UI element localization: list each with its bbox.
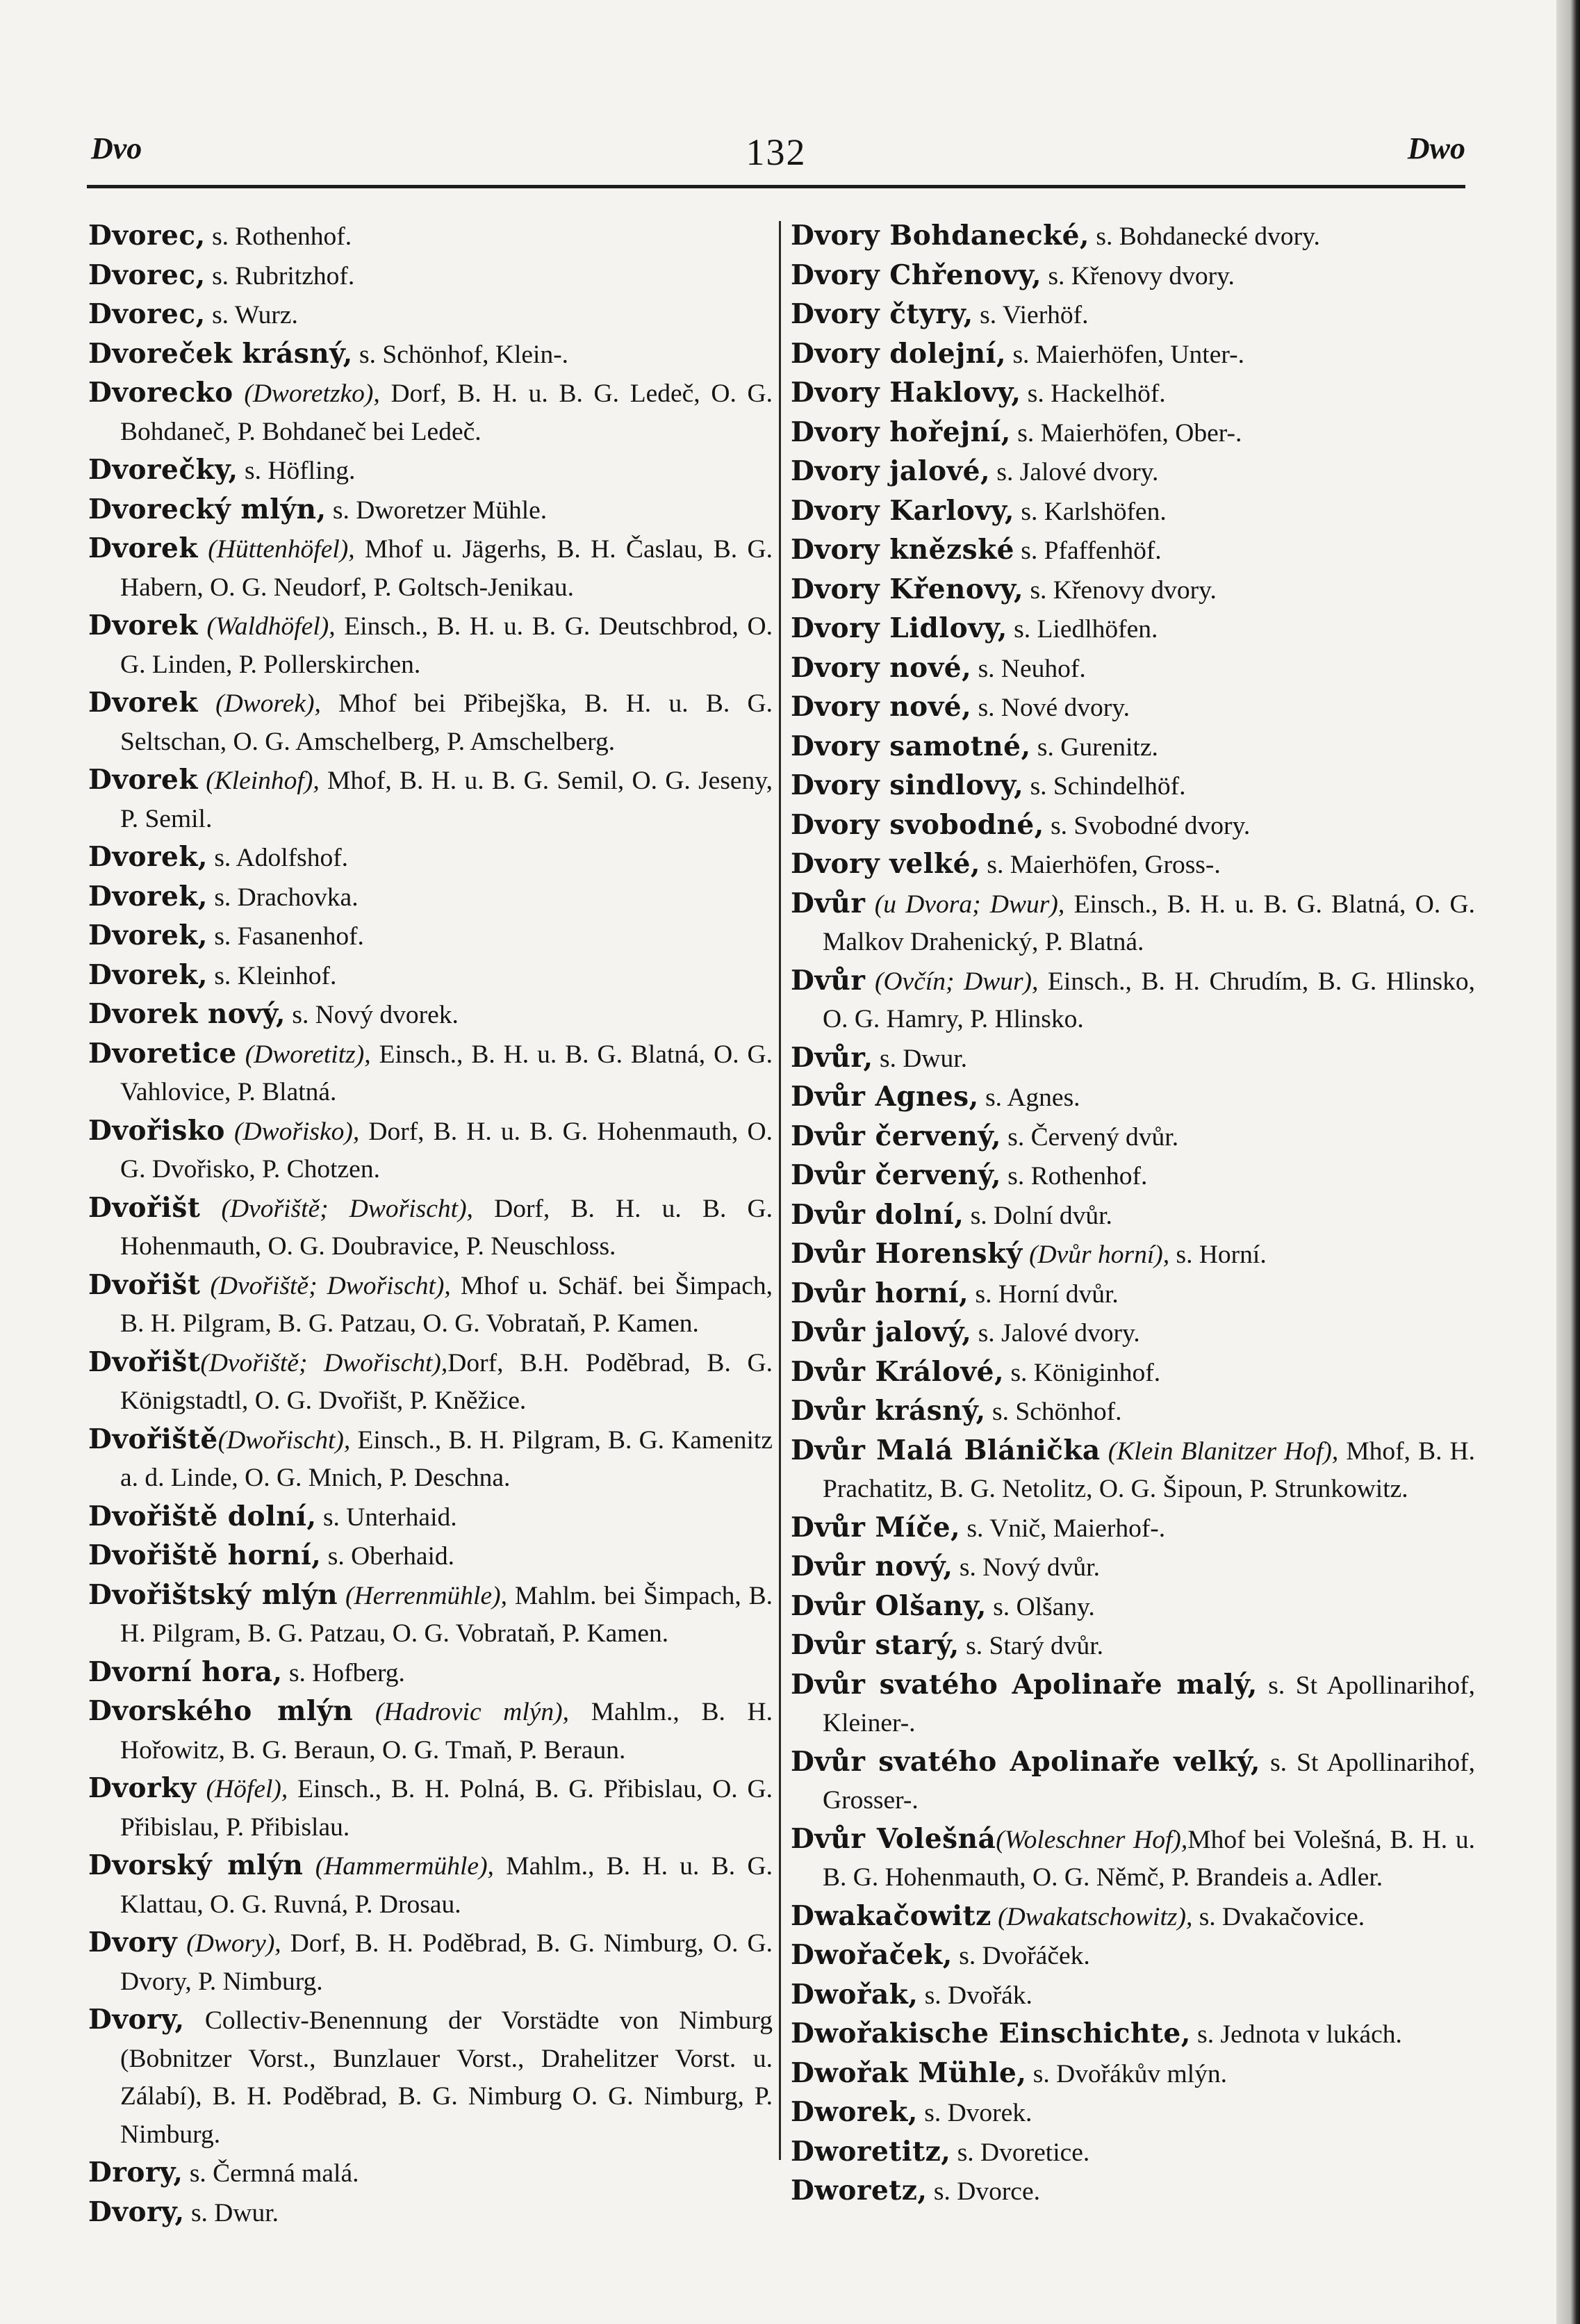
gazetteer-entry xyxy=(791,1196,1475,1236)
entry-headword: Dvůr Malá Blánička xyxy=(791,1434,1101,1466)
entry-headword: Dvoreček krásný, xyxy=(88,337,353,370)
entry-headword: Dworek, xyxy=(791,2096,918,2128)
entry-headword: Dvorní hora, xyxy=(88,1655,283,1688)
entry-description: s. Maierhöfen, Gross-. xyxy=(980,851,1221,879)
gazetteer-entry xyxy=(791,1353,1475,1393)
entry-headword: Dwakačowitz xyxy=(791,1899,991,1932)
gazetteer-entry xyxy=(791,649,1475,689)
entry-headword: Dvůr Králové, xyxy=(791,1355,1005,1388)
entry-description: s. Maierhöfen, Ober-. xyxy=(1010,418,1242,448)
entry-headword: Dvořišt xyxy=(88,1345,201,1378)
gazetteer-entry xyxy=(88,2193,773,2233)
gazetteer-entry xyxy=(88,1498,773,1537)
entry-description: s. Křenovy dvory. xyxy=(1023,575,1217,605)
entry-description: s. Unterhaid. xyxy=(316,1503,457,1532)
entry-variant-name: (Hüttenhöfel), xyxy=(197,535,355,564)
gazetteer-entry xyxy=(88,878,773,917)
entry-description: Mhof bei Volešná, B. H. u. B. G. Hohenmauth, O. G. Němč, P. Brandeis a. Adler. xyxy=(823,1825,1476,1892)
gazetteer-entry xyxy=(88,838,773,878)
entry-headword: Dvorek xyxy=(88,609,198,641)
entry-variant-name: (Dvůr horní), xyxy=(1022,1241,1170,1269)
gazetteer-entry xyxy=(88,374,773,451)
entry-description: s. Dvorce. xyxy=(927,2177,1040,2206)
entry-headword: Dvory samotné, xyxy=(791,730,1031,762)
entry-description: s. Olšany. xyxy=(986,1592,1095,1621)
gazetteer-entry xyxy=(88,1924,773,2001)
entry-headword: Dvůr xyxy=(791,887,866,919)
entry-variant-name: (Dvořiště; Dwořischt), xyxy=(200,1348,448,1377)
entry-headword: Dvorecko xyxy=(88,377,233,409)
gazetteer-entry xyxy=(88,451,773,491)
entry-description: Mhof, B. H. u. B. G. Semil, O. G. Jeseny, P. Semil. xyxy=(120,767,773,833)
entry-description: s. Dvoretice. xyxy=(951,2138,1090,2167)
entry-variant-name: (Dvořiště; Dwořischt), xyxy=(200,1271,451,1300)
entry-description: s. Oberhaid. xyxy=(321,1542,455,1571)
entry-headword: Dvořišt xyxy=(88,1268,201,1301)
gazetteer-entry xyxy=(791,1432,1475,1509)
entry-headword: Dvory xyxy=(88,1926,178,1958)
gazetteer-entry xyxy=(88,761,773,838)
gazetteer-entry xyxy=(791,962,1475,1039)
column-divider xyxy=(779,221,781,2160)
gazetteer-entry xyxy=(88,491,773,530)
entry-variant-name: (Herrenmühle), xyxy=(338,1581,507,1610)
gazetteer-entry xyxy=(791,335,1475,375)
entry-description: Mhof u. Schäf. bei Šimpach, B. H. Pilgram, B. G. Patzau, O. G. Vobrataň, P. Kamen. xyxy=(120,1271,773,1338)
entry-description: s. St Apollinarihof, Kleiner-. xyxy=(823,1671,1475,1737)
entry-headword: Dvory nové, xyxy=(791,651,972,684)
entry-variant-name: (Waldhöfel), xyxy=(197,612,336,641)
entry-headword: Dvory nové, xyxy=(791,691,972,723)
entry-description: s. Nové dvory. xyxy=(971,694,1130,722)
entry-headword: Dvůr červený, xyxy=(791,1120,1001,1152)
entry-headword: Dvůr Olšany, xyxy=(791,1589,987,1622)
entry-headword: Dvorek, xyxy=(88,958,208,991)
header-right-guide-word: Dwo xyxy=(1407,131,1465,165)
gazetteer-entry xyxy=(791,1314,1475,1353)
entry-description: s. Karlshöfen. xyxy=(1014,497,1167,526)
entry-headword: Dvory svobodné, xyxy=(791,808,1044,841)
entry-description: s. Dolní dvůr. xyxy=(964,1201,1112,1230)
entry-headword: Dvorského mlýn xyxy=(88,1695,354,1727)
entry-variant-name: (Ovčín; Dwur), xyxy=(865,967,1039,996)
gazetteer-entry xyxy=(88,1035,773,1112)
entry-description: Dorf, B.H. Poděbrad, B. G. Königstadtl, O. G. Dvořišt, P. Kněžice. xyxy=(120,1348,773,1415)
entry-description: Einsch., B. H. Pilgram, B. G. Kamenitz a. d. Linde, O. G. Mnich, P. Deschna. xyxy=(120,1425,773,1492)
gazetteer-entry xyxy=(791,1820,1475,1897)
entry-description: s. Nový dvorek. xyxy=(286,1001,459,1029)
entry-description: Dorf, B. H. u. B. G. Hohenmauth, O. G. Doubravice, P. Neuschloss. xyxy=(120,1194,773,1261)
entry-variant-name: (Dwory), xyxy=(177,1929,281,1958)
entry-headword: Dvůr, xyxy=(791,1041,873,1074)
gazetteer-entry xyxy=(88,2154,773,2193)
running-header xyxy=(87,125,1465,181)
entry-variant-name: (Dworek), xyxy=(197,689,321,718)
entry-description: s. Schönhof, Klein-. xyxy=(352,340,569,369)
entry-headword: Dvory čtyry, xyxy=(791,298,973,330)
entry-description: s. Adolfshof. xyxy=(207,844,349,872)
gazetteer-entry xyxy=(88,256,773,296)
entry-headword: Dvůr Volešná xyxy=(791,1822,996,1855)
entry-description: s. Dvořákův mlýn. xyxy=(1026,2059,1227,2088)
gazetteer-entry xyxy=(88,295,773,335)
entry-description: s. Neuhof. xyxy=(971,654,1086,683)
entry-description: Einsch., B. H. u. B. G. Deutschbrod, O. G. Linden, P. Pollerskirchen. xyxy=(120,612,773,679)
entry-headword: Dvůr nový, xyxy=(791,1550,953,1582)
entry-headword: Dvory Bohdanecké, xyxy=(791,220,1089,252)
entry-headword: Dvůr starý, xyxy=(791,1629,960,1661)
entry-description: Mahlm., B. H. Hořowitz, B. G. Beraun, O. G. Tmaň, P. Beraun. xyxy=(120,1698,773,1765)
entry-headword: Dwořak Mühle, xyxy=(791,2056,1027,2089)
gazetteer-entry xyxy=(791,806,1475,846)
entry-headword: Dvorský mlýn xyxy=(88,1849,304,1881)
header-rule xyxy=(87,185,1465,188)
entry-headword: Dvory velké, xyxy=(791,848,980,880)
gazetteer-entry xyxy=(791,728,1475,767)
gazetteer-entry xyxy=(88,1653,773,1693)
entry-headword: Dvůr Agnes, xyxy=(791,1081,979,1113)
entry-headword: Dvorec, xyxy=(88,259,206,291)
gazetteer-entry xyxy=(88,1576,773,1653)
gazetteer-entry xyxy=(88,1266,773,1343)
entry-headword: Dvůr červený, xyxy=(791,1159,1001,1191)
gazetteer-entry xyxy=(791,688,1475,728)
entry-headword: Dvorek nový, xyxy=(88,998,286,1030)
gazetteer-entry xyxy=(88,1537,773,1576)
entry-description: s. Svobodné dvory. xyxy=(1044,811,1251,840)
entry-description: Dorf, B. H. u. B. G. Ledeč, O. G. Bohdaneč, P. Bohdaneč bei Ledeč. xyxy=(120,379,773,446)
entry-headword: Dvory, xyxy=(88,2004,185,2036)
gazetteer-entry xyxy=(88,1343,773,1421)
gazetteer-entry xyxy=(791,1392,1475,1432)
entry-description: s. Rothenhof. xyxy=(205,222,352,251)
gazetteer-entry xyxy=(791,256,1475,296)
entry-description: s. Dvakačovice. xyxy=(1192,1902,1365,1931)
entry-description: s. Pfaffenhöf. xyxy=(1014,537,1162,565)
entry-variant-name: (Dworetzko), xyxy=(233,379,380,408)
entry-description: s. Hackelhöf. xyxy=(1021,379,1166,408)
entry-description: s. Dvorek. xyxy=(917,2099,1032,2127)
gazetteer-entry xyxy=(791,1626,1475,1666)
entry-variant-name: (Dvořiště; Dwořischt), xyxy=(200,1194,473,1223)
gazetteer-entry xyxy=(88,956,773,996)
entry-headword: Dvořiště horní, xyxy=(88,1539,322,1571)
entry-description: s. Rothenhof. xyxy=(1001,1162,1148,1190)
gazetteer-entry xyxy=(88,917,773,956)
gazetteer-entry xyxy=(88,995,773,1035)
entry-headword: Dvory sindlovy, xyxy=(791,769,1024,801)
entry-variant-name: (Woleschner Hof), xyxy=(996,1825,1188,1854)
entry-description: Collectiv-Benennung der Vorstädte von Nimburg (Bobnitzer Vorst., Bunzlauer Vorst., Drahelitzer Vorst. u. Zálabí), B. H. Poděbrad, B. G. Nimburg O. G. Nimburg, P. Nimburg. xyxy=(120,2006,773,2149)
entry-description: s. Hofberg. xyxy=(282,1658,405,1687)
entry-description: Dorf, B. H. u. B. G. Hohenmauth, O. G. Dvořisko, P. Chotzen. xyxy=(120,1117,773,1184)
entry-description: s. Gurenitz. xyxy=(1030,733,1158,762)
entry-description: s. Wurz. xyxy=(205,301,298,329)
page-number: 132 xyxy=(746,131,807,173)
gazetteer-entry xyxy=(88,530,773,607)
entry-description: s. Drachovka. xyxy=(207,883,359,912)
entry-variant-name: (Hadrovic mlýn), xyxy=(353,1698,570,1726)
entry-variant-name: (Höfel), xyxy=(196,1775,288,1803)
gazetteer-entry xyxy=(791,531,1475,571)
entry-description: s. Dvořáček. xyxy=(952,1942,1090,1970)
entry-headword: Dvorek, xyxy=(88,880,208,913)
gazetteer-entry xyxy=(88,217,773,256)
entry-headword: Dvorek xyxy=(88,532,198,564)
entry-description: s. Vnič, Maierhof-. xyxy=(960,1514,1166,1543)
entry-variant-name: (Dwořischt), xyxy=(217,1425,351,1455)
gazetteer-entry xyxy=(791,2015,1475,2054)
entry-description: Mhof u. Jägerhs, B. H. Časlau, B. G. Habern, O. G. Neudorf, P. Goltsch-Jenikau. xyxy=(120,535,773,602)
entry-headword: Dvory Lidlovy, xyxy=(791,612,1007,644)
gazetteer-entry xyxy=(791,374,1475,414)
entry-description: s. Liedlhöfen. xyxy=(1007,615,1158,644)
gazetteer-entry xyxy=(791,2172,1475,2211)
gazetteer-entry xyxy=(791,1235,1475,1275)
gazetteer-entry xyxy=(791,452,1475,492)
entry-headword: Dworetz, xyxy=(791,2175,928,2207)
entry-description: s. Křenovy dvory. xyxy=(1042,261,1235,290)
gazetteer-entry xyxy=(88,1847,773,1924)
entry-description: Dorf, B. H. Poděbrad, B. G. Nimburg, O. G. Dvory, P. Nimburg. xyxy=(120,1929,773,1996)
gazetteer-entry xyxy=(791,1275,1475,1314)
entry-description: s. Fasanenhof. xyxy=(207,922,364,951)
gazetteer-entry xyxy=(791,1897,1475,1937)
gazetteer-entry xyxy=(88,1421,773,1498)
entry-headword: Dvůr horní, xyxy=(791,1277,969,1309)
entry-description: Einsch., B. H. Chrudím, B. G. Hlinsko, O. G. Hamry, P. Hlinsko. xyxy=(823,967,1475,1033)
entry-headword: Dvůr Horenský xyxy=(791,1238,1023,1270)
entry-headword: Dvorecký mlýn, xyxy=(88,493,327,525)
gazetteer-entry xyxy=(88,1112,773,1189)
gazetteer-entry xyxy=(791,767,1475,806)
gazetteer-entry xyxy=(791,1078,1475,1118)
gazetteer-entry xyxy=(88,1692,773,1769)
entry-description: s. Dworetzer Mühle. xyxy=(326,496,548,525)
gazetteer-entry xyxy=(791,2093,1475,2133)
entry-headword: Dvořištský mlýn xyxy=(88,1578,338,1611)
entry-headword: Drory, xyxy=(88,2157,183,2188)
entry-description: Einsch., B. H. u. B. G. Blatná, O. G. Malkov Drahenický, P. Blatná. xyxy=(823,890,1475,956)
entry-description: Einsch., B. H. u. B. G. Blatná, O. G. Vahlovice, P. Blatná. xyxy=(120,1040,773,1106)
entry-headword: Dwořak, xyxy=(791,1978,919,2011)
entry-headword: Dworetitz, xyxy=(791,2135,951,2168)
gazetteer-entry xyxy=(791,414,1475,453)
page-edge xyxy=(1556,0,1580,2324)
entry-description: Mhof, B. H. Prachatitz, B. G. Netolitz, O. G. Šipoun, P. Strunkowitz. xyxy=(823,1437,1475,1503)
entry-headword: Dvorky xyxy=(88,1772,197,1804)
entry-headword: Dvořiště dolní, xyxy=(88,1500,317,1532)
entry-description: s. Dwur. xyxy=(184,2198,279,2227)
entry-headword: Dvory knězské xyxy=(791,534,1014,566)
entry-headword: Dvůr xyxy=(791,964,866,997)
entry-description: s. Bohdanecké dvory. xyxy=(1089,222,1320,251)
entry-headword: Dvůr jalový, xyxy=(791,1316,972,1348)
entry-headword: Dvořišt xyxy=(88,1191,201,1224)
gazetteer-entry xyxy=(791,1156,1475,1196)
entry-variant-name: (Dworetitz), xyxy=(236,1040,371,1069)
entry-variant-name: (Kleinhof), xyxy=(197,767,320,795)
gazetteer-entry xyxy=(88,1769,773,1847)
gazetteer-entry xyxy=(791,1587,1475,1627)
entry-description: s. St Apollinarihof, Grosser-. xyxy=(823,1748,1475,1815)
entry-description: s. Schönhof. xyxy=(985,1398,1122,1426)
entry-description: s. Starý dvůr. xyxy=(959,1632,1104,1660)
gazetteer-entry xyxy=(791,295,1475,335)
gazetteer-entry xyxy=(88,335,773,375)
entry-headword: Dvorec, xyxy=(88,220,206,252)
gazetteer-entry xyxy=(791,1548,1475,1587)
gazetteer-entry xyxy=(88,1189,773,1266)
entry-headword: Dvorek, xyxy=(88,919,208,951)
gazetteer-entry xyxy=(791,609,1475,649)
entry-description: s. Červený dvůr. xyxy=(1001,1122,1179,1152)
entry-variant-name: (Dwakatschowitz), xyxy=(991,1902,1193,1931)
entry-description: Einsch., B. H. Polná, B. G. Přibislau, O. G. Přibislau, P. Přibislau. xyxy=(120,1775,773,1842)
entry-description: s. Dwur. xyxy=(873,1044,968,1073)
gazetteer-entry xyxy=(791,1666,1475,1743)
entry-description: s. Höfling. xyxy=(238,457,356,485)
gazetteer-entry xyxy=(791,492,1475,532)
gazetteer-entry xyxy=(791,571,1475,610)
entry-headword: Dwořaček, xyxy=(791,1939,953,1971)
left-column xyxy=(88,217,773,2232)
entry-variant-name: (Klein Blanitzer Hof), xyxy=(1100,1437,1339,1466)
entry-headword: Dvořiště xyxy=(88,1423,218,1455)
entry-headword: Dwořakische Einschichte, xyxy=(791,2018,1191,2049)
gazetteer-entry xyxy=(791,1936,1475,1976)
entry-description: s. Schindelhöf. xyxy=(1023,772,1186,801)
entry-description: s. Kleinhof. xyxy=(207,961,337,990)
gazetteer-entry xyxy=(791,1118,1475,1157)
entry-headword: Dvory Karlovy, xyxy=(791,494,1014,527)
gazetteer-entry xyxy=(791,2133,1475,2172)
gazetteer-entry xyxy=(791,2054,1475,2094)
entry-headword: Dvory Křenovy, xyxy=(791,573,1024,605)
entry-description: s. Agnes. xyxy=(978,1083,1080,1112)
entry-description: s. Maierhöfen, Unter-. xyxy=(1006,340,1244,369)
entry-headword: Dvory dolejní, xyxy=(791,337,1007,370)
gazetteer-entry xyxy=(791,845,1475,885)
entry-headword: Dvoretice xyxy=(88,1037,237,1070)
entry-headword: Dvorečky, xyxy=(88,454,238,486)
entry-headword: Dvory jalové, xyxy=(791,455,991,487)
entry-description: s. Vierhöf. xyxy=(973,301,1089,329)
gazetteer-entry xyxy=(791,1509,1475,1548)
entry-variant-name: (Hammermühle), xyxy=(303,1852,494,1881)
entry-headword: Dvůr krásný, xyxy=(791,1395,986,1427)
entry-description: s. Horní dvůr. xyxy=(969,1279,1119,1309)
entry-description: s. Jalové dvory. xyxy=(971,1319,1140,1348)
entry-description: Mahlm. bei Šimpach, B. H. Pilgram, B. G. Patzau, O. G. Vobrataň, P. Kamen. xyxy=(120,1581,773,1648)
entry-description: s. Jalové dvory. xyxy=(990,458,1159,486)
entry-headword: Dvory Haklovy, xyxy=(791,377,1021,409)
gazetteer-entry xyxy=(791,1039,1475,1079)
gazetteer-entry xyxy=(791,217,1475,256)
entry-description: s. Rubritzhof. xyxy=(205,261,355,290)
header-left-guide-word: Dvo xyxy=(91,131,142,165)
gazetteer-entry xyxy=(88,684,773,761)
entry-headword: Dvůr svatého Apolinaře malý, xyxy=(791,1668,1258,1701)
entry-headword: Dvorec, xyxy=(88,298,206,330)
entry-headword: Dvory Chřenovy, xyxy=(791,259,1042,291)
gazetteer-entry xyxy=(791,1743,1475,1820)
gazetteer-entry xyxy=(791,885,1475,962)
entry-headword: Dvůr dolní, xyxy=(791,1198,964,1231)
entry-description: s. Čermná malá. xyxy=(183,2159,359,2188)
entry-description: Mahlm., B. H. u. B. G. Klattau, O. G. Ruvná, P. Drosau. xyxy=(120,1852,773,1919)
entry-headword: Dvorek xyxy=(88,687,198,719)
entry-description: s. Jednota v lukách. xyxy=(1190,2020,1402,2049)
entry-headword: Dvořisko xyxy=(88,1114,225,1147)
entry-headword: Dvorek xyxy=(88,764,198,796)
gazetteer-entry xyxy=(791,1976,1475,2015)
entry-description: s. Nový dvůr. xyxy=(953,1553,1100,1582)
entry-description: s. Horní. xyxy=(1169,1241,1267,1269)
entry-variant-name: (Dwořisko), xyxy=(224,1117,360,1146)
entry-headword: Dvorek, xyxy=(88,841,208,873)
entry-headword: Dvůr Míče, xyxy=(791,1511,961,1544)
entry-headword: Dvůr svatého Apolinaře velký, xyxy=(791,1745,1260,1778)
gazetteer-entry xyxy=(88,2001,773,2154)
entry-description: Mhof bei Přibejška, B. H. u. B. G. Seltschan, O. G. Amschelberg, P. Amschelberg. xyxy=(120,689,773,756)
entry-description: s. Königinhof. xyxy=(1004,1358,1161,1387)
entry-variant-name: (u Dvora; Dwur), xyxy=(865,890,1065,919)
gazetteer-entry xyxy=(88,607,773,684)
entry-headword: Dvory hořejní, xyxy=(791,416,1011,448)
entry-description: s. Dvořák. xyxy=(918,1981,1032,2010)
entry-headword: Dvory, xyxy=(88,2195,185,2228)
right-column xyxy=(791,217,1475,2211)
